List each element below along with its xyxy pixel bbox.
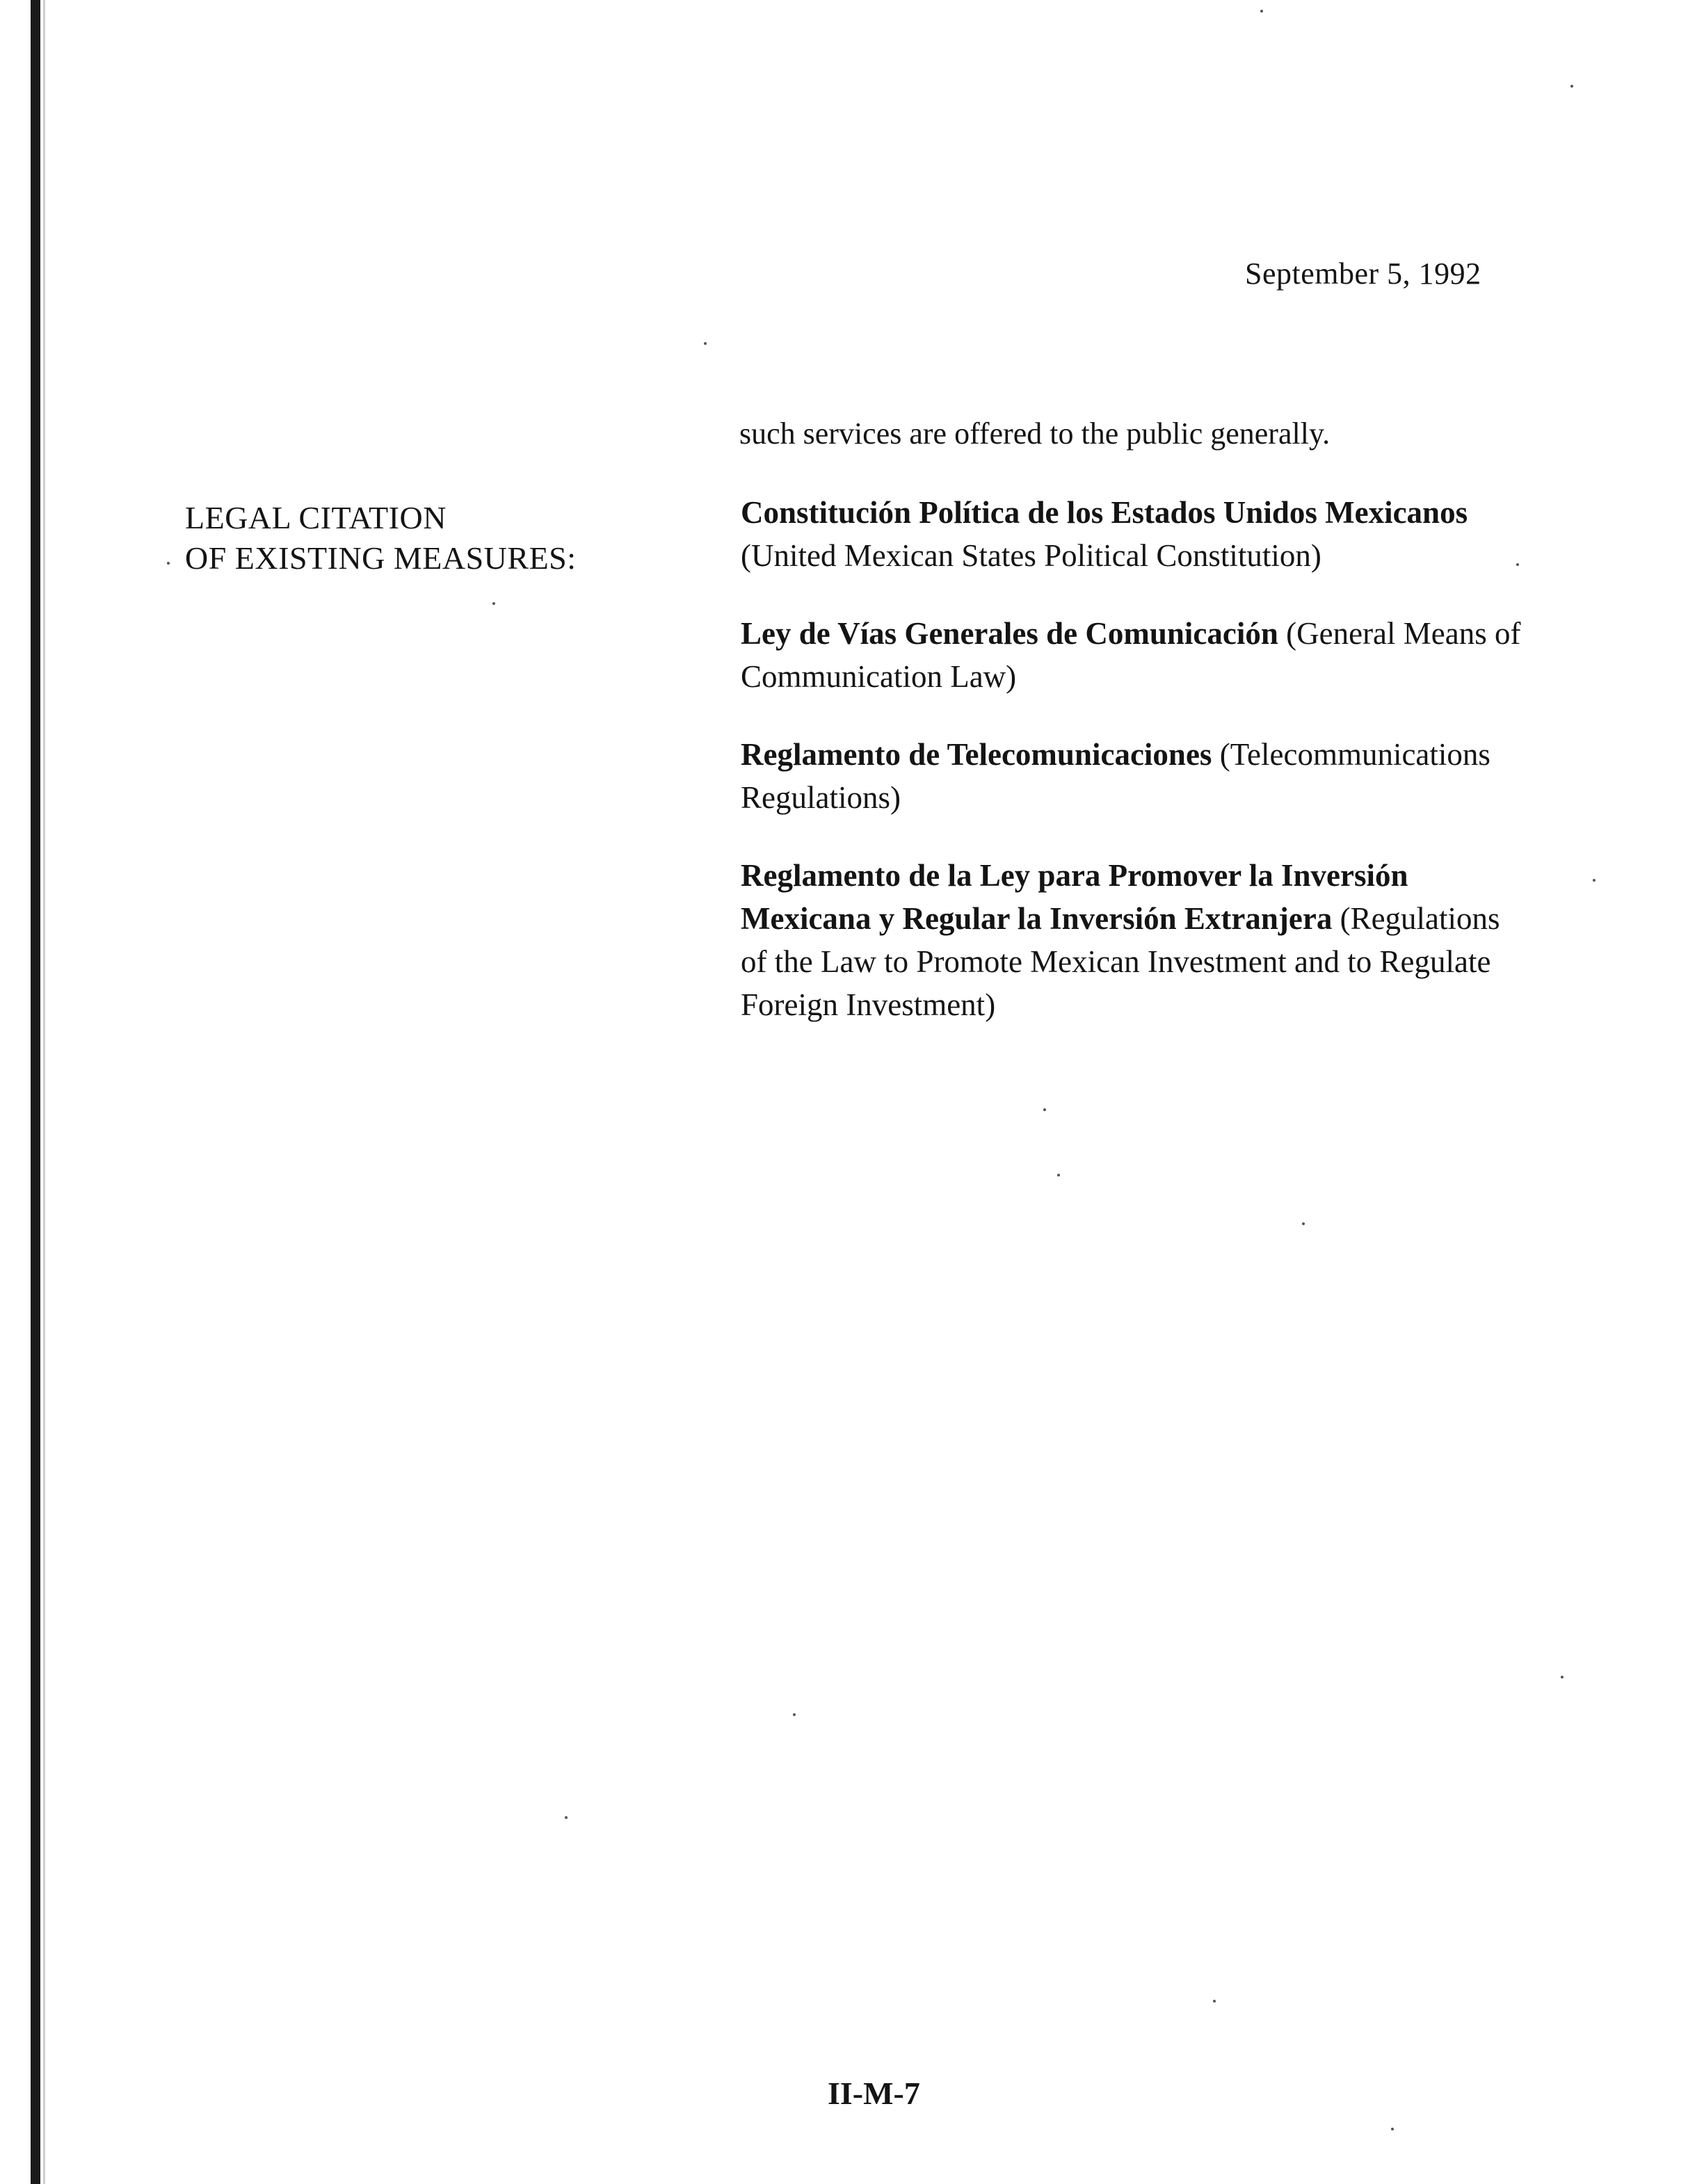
scan-speck — [1561, 1676, 1564, 1679]
binding-edge-shadow — [43, 0, 45, 2184]
scan-speck — [1213, 2000, 1216, 2003]
scan-speck — [704, 342, 707, 345]
measure-title: Constitución Política de los Estados Unidos Mexicanos — [741, 495, 1468, 530]
measure-title: Ley de Vías Generales de Comunicación — [741, 616, 1278, 651]
list-item — [741, 491, 1534, 577]
binding-edge — [31, 0, 40, 2184]
page-number: II-M-7 — [828, 2076, 920, 2111]
scan-speck — [793, 1713, 796, 1716]
legal-measures-list — [741, 491, 1534, 1061]
measure-title: Reglamento de la Ley para Promover la Inversión Mexicana y Regular la Inversión Extranjera — [741, 858, 1408, 936]
list-item — [741, 612, 1534, 698]
scan-speck — [1570, 85, 1573, 88]
scan-speck — [1302, 1222, 1305, 1225]
scan-speck — [1593, 879, 1596, 882]
document-date: September 5, 1992 — [1245, 257, 1481, 291]
measure-translation: (Telecommunications Regulations) — [741, 737, 1490, 815]
scan-speck — [1516, 563, 1519, 566]
measure-translation: (United Mexican States Political Constitution) — [741, 538, 1321, 573]
section-label — [185, 498, 577, 579]
section-label-line-2: OF EXISTING MEASURES: — [185, 540, 577, 576]
measure-translation: (Regulations of the Law to Promote Mexican Investment and to Regulate Foreign Investment) — [741, 901, 1500, 1022]
continuation-text: such services are offered to the public generally. — [739, 416, 1331, 451]
scan-speck — [167, 562, 170, 565]
list-item — [741, 854, 1534, 1026]
scan-speck — [1260, 10, 1263, 13]
measure-translation: (General Means of Communication Law) — [741, 616, 1521, 694]
scan-speck — [565, 1816, 568, 1819]
scan-speck — [1391, 2128, 1394, 2130]
measure-title: Reglamento de Telecomunicaciones — [741, 737, 1212, 772]
list-item — [741, 733, 1534, 819]
scan-speck — [1043, 1108, 1046, 1111]
section-label-line-1: LEGAL CITATION — [185, 500, 447, 535]
scan-speck — [492, 602, 495, 605]
scan-speck — [1057, 1174, 1060, 1176]
